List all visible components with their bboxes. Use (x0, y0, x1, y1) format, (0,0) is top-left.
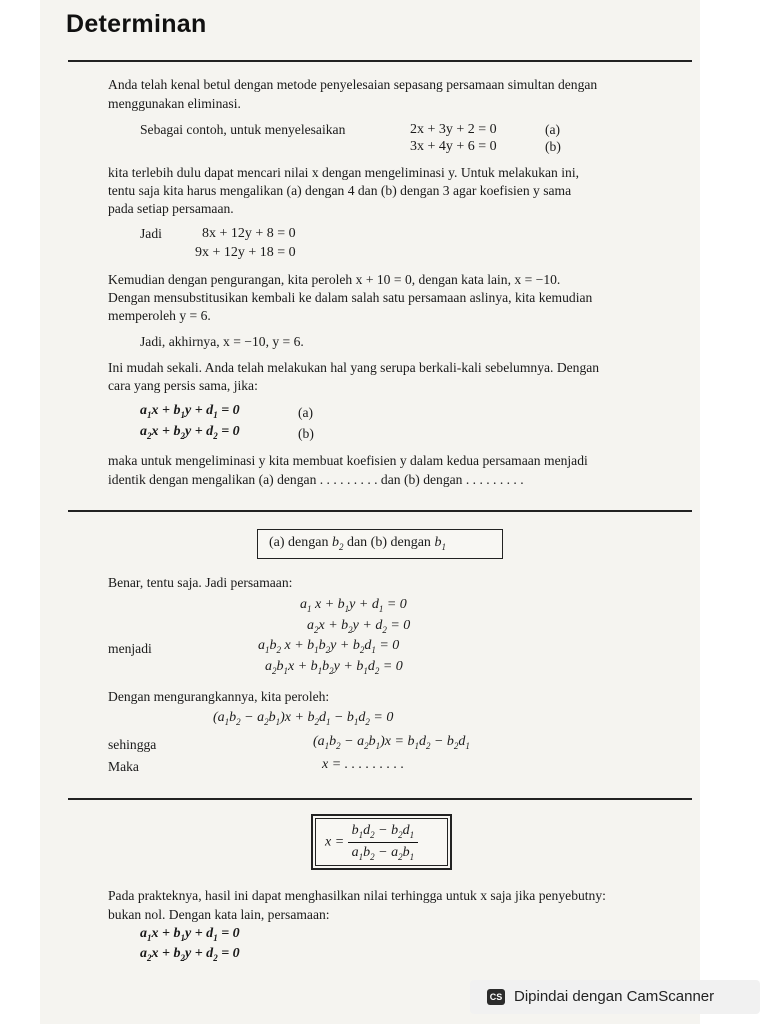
para5-line2: identik dengan mengalikan (a) dengan . . . . . . . . . dan (b) dengan . . . . . . . . . (108, 472, 524, 487)
general-tag-b: (b) (298, 426, 314, 441)
maka-eq: x = . . . . . . . . . (322, 757, 405, 772)
camscanner-watermark (470, 980, 760, 1014)
formula-fraction (348, 823, 418, 862)
para7: Dengan mengurangkannya, kita peroleh: (108, 689, 330, 704)
para3-line3: memperoleh y = 6. (108, 308, 211, 323)
section-rule-2 (68, 798, 692, 800)
formula-numerator: $b_1d_2 - b_2d_1$ (348, 823, 418, 843)
example-eq-b: 3x + 4y + 6 = 0 (410, 139, 497, 154)
jadi-eq2: 9x + 12y + 18 = 0 (195, 245, 296, 260)
para5-line1: maka untuk mengeliminasi y kita membuat koefisien y dalam kedua persamaan menjadi (108, 453, 588, 468)
para2-line2: tentu saja kita harus mengalikan (a) dengan 4 dan (b) dengan 3 agar koefisien y sama (108, 183, 572, 198)
menjadi-label: menjadi (108, 641, 152, 656)
section-rule-1 (68, 510, 692, 512)
eq-mult-2: $a_2b_1x + b_1b_2y + b_1d_2 = 0$ (265, 659, 403, 676)
para3-line1: Kemudian dengan pengurangan, kita peroleh x + 10 = 0, dengan kata lain, x = −10. (108, 272, 561, 287)
formula (325, 823, 418, 862)
answer-pre: (a) dengan (269, 535, 332, 550)
sehingga-label: sehingga (108, 737, 157, 752)
eq-rearranged: $(a_1b_2 - a_2b_1)x = b_1d_2 - b_2d_1$ (313, 734, 470, 751)
jadi-eq1: 8x + 12y + 8 = 0 (202, 226, 296, 241)
para1-line1: Anda telah kenal betul dengan metode penyelesaian sepasang persamaan simultan dengan (108, 77, 598, 92)
formula-lhs: x = (325, 834, 348, 850)
example-tag-a: (a) (545, 122, 561, 137)
eq-system-1: $a_1$ $x + b_1y + d_1 = 0$ (300, 597, 407, 614)
general-eq-b: $a_2x + b_2y + d_2 = 0$ (140, 424, 240, 441)
answer-b2: $b_2$ (331, 535, 344, 552)
jadi-label: Jadi (140, 226, 162, 241)
final-eq-2: $a_2x + b_2y + d_2 = 0$ (140, 946, 240, 963)
para6: Benar, tentu saja. Jadi persamaan: (108, 575, 293, 590)
para2-line1: kita terlebih dulu dapat mencari nilai x dengan mengeliminasi y. Untuk melakukan ini, (108, 165, 579, 180)
maka-label: Maka (108, 759, 139, 774)
eq-subtracted: $(a_1b_2 - a_2b_1)x + b_2d_1 - b_1d_2 = 0$ (213, 710, 394, 727)
example-eq-a: 2x + 3y + 2 = 0 (410, 122, 497, 137)
para8-line1: Pada prakteknya, hasil ini dapat menghasilkan nilai terhingga untuk x saja jika penyebutny: (108, 888, 606, 903)
para3-line2: Dengan mensubstitusikan kembali ke dalam salah satu persamaan aslinya, kita kemudian (108, 290, 593, 305)
para4-line2: cara yang persis sama, jika: (108, 378, 258, 393)
result-line: Jadi, akhirnya, x = −10, y = 6. (140, 334, 304, 349)
answer-mid: dan (b) dengan (343, 535, 435, 550)
para8-line2: bukan nol. Dengan kata lain, persamaan: (108, 907, 330, 922)
answer-box-content (269, 535, 446, 552)
answer-box (257, 529, 503, 559)
top-rule (68, 60, 692, 62)
para2-line3: pada setiap persamaan. (108, 201, 234, 216)
para1-line2: menggunakan eliminasi. (108, 96, 241, 111)
answer-b1: $b_1$ (434, 535, 446, 552)
camscanner-text: Dipindai dengan CamScanner (514, 988, 715, 1005)
para4-line1: Ini mudah sekali. Anda telah melakukan hal yang serupa berkali-kali sebelumnya. Dengan (108, 360, 600, 375)
page-title: Determinan (66, 10, 207, 38)
eq-system-2: $a_2x + b_2y + d_2 = 0$ (307, 618, 411, 635)
general-eq-a: $a_1x + b_1y + d_1 = 0$ (140, 403, 240, 420)
example-tag-b: (b) (545, 139, 561, 154)
final-eq-1: $a_1x + b_1y + d_1 = 0$ (140, 926, 240, 943)
general-tag-a: (a) (298, 405, 314, 420)
scanned-page (40, 0, 700, 1024)
eq-mult-1: $a_1b_2$ $x + b_1b_2y + b_2d_1 = 0$ (258, 638, 400, 655)
formula-denominator: $a_1b_2 - a_2b_1$ (351, 844, 415, 862)
formula-box (311, 814, 452, 870)
camscanner-icon: CS (487, 989, 505, 1005)
example-intro: Sebagai contoh, untuk menyelesaikan (140, 122, 346, 137)
